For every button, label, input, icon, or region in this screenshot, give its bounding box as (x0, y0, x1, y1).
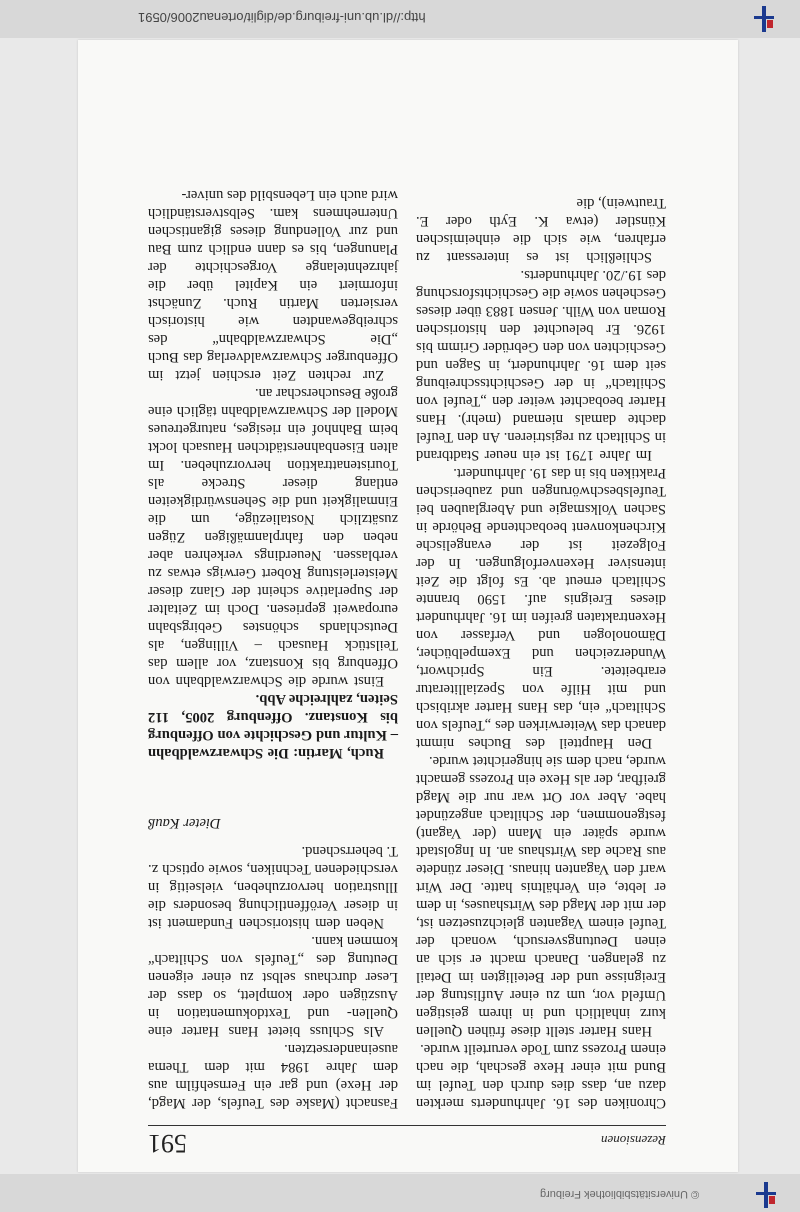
library-logo-icon (756, 1182, 776, 1208)
viewer-bottom-bar (0, 1174, 800, 1212)
left-column (416, 194, 666, 1112)
copyright-notice: © Universitätsbibliothek Freiburg (540, 1188, 700, 1200)
paragraph: Als Schluss bietet Hans Harter eine Quellen- und Textdokumentation in Auszügen oder komplett, so dass der Leser durchaus selbst zu einer eigenen Deutung des „Teufels von Schiltach“ kommen kann. (148, 933, 398, 1039)
paragraph: Zur rechten Zeit erschien jetzt im Offenburger Schwarzwaldverlag das Buch „Die Schwarzwaldbahn“ des schreibgewandten wie historisch versierten Martin Ruch. Zunächst informiert ein Kapitel über die jahrzehntelange Vorgeschichte der Planungen, bis es dann endlich zum Bau und zur Vollendung dieses gigantischen Unternehmens kam. Selbstverständlich wird auch ein Lebensbild des univer- (148, 187, 398, 383)
viewer-top-bar (0, 0, 800, 38)
paragraph: Hans Harter stellt diese frühen Quellen kurz inhaltlich und in ihrem geistigen Umfeld vor, um zu einer Auflistung der Ereignisse und der Beteiligten im Detail zu gelangen. Danach macht er sich an einen Deutungsversuch, wonach der Teufel einem Vaganten gleichzusetzen ist, der mit der Magd des Wirtshauses, in dem er lebte, ein Verhältnis hatte. Der Wirt warf den Vaganten hinaus. Dieser zündete aus Rache das Wirtshaus an. In Ingolstadt wurde später ein Mann (der Vagant) festgenommen, der Schiltach angezündet habe. Aber vor Ort war nur die Magd greifbar, der als Hexe ein Prozess gemacht wurde, nach dem sie hingerichtet wurde. (416, 753, 666, 1039)
book-title: Ruch, Martin: Die Schwarzwaldbahn – Kultur und Geschichte von Offenburg bis Konstanz. Offenburg 2005, 112 Seiten, zahlreiche Abb. (148, 691, 398, 761)
paragraph: Neben dem historischen Fundament ist in dieser Veröffentlichung besonders die Illustration hervorzuheben, vielseitig in verschiedenen Techniken, sowie optisch z. T. beherrschend. (148, 843, 398, 931)
page-header (148, 1125, 666, 1158)
review-signature: Dieter Kauß (148, 815, 221, 831)
scanned-page (78, 40, 738, 1172)
paragraph: Einst wurde die Schwarzwaldbahn von Offenburg bis Konstanz, vor allem das Teilstück Hausach – Villingen, als Deutschlands schönstes Gebirgsbahn europaweit gepriesen. Doch im Zeitalter der Superlative scheint der Glanz dieser Meisterleistung Robert Gerwigs etwas zu verblassen. Neuerdings verkehren aber neben den fahrplanmäßigen Zügen zusätzlich Nostaliezüge, um die Einmaligkeit und die Sehenswürdigkeiten entlang dieser Strecke als Touristenattraktion hervorzuheben. Im alten Eisenbahnerstädtchen Hausach lockt beim Bahnhof ein riesiges, naturgetreues Modell der Schwarzwaldbahn täglich eine große Besucherschar an. (148, 385, 398, 689)
paragraph: Im Jahre 1791 ist ein neuer Stadtbrand in Schiltach zu registrieren. An den Teufel dachte damals niemand (mehr). Hans Harter beobachtet weiter den „Teufel von Schiltach“ in der Geschichtsschreibung seit dem 16. Jahrhundert, in Sagen und Geschichten von den Gebrüder Grimm bis 1926. Er beleuchtet den historischen Roman von Wilh. Jensen 1883 über dieses Geschehen sowie die Geschichtsforschung des 19./20. Jahrhunderts. (416, 267, 666, 463)
paragraph: Schließlich ist es interessant zu erfahren, wie sich die einheimischen Künstler (etwa K. Eyth oder E. Trautwein), die (416, 195, 666, 265)
paragraph: Den Hauptteil des Buches nimmt danach das Weiterwirken des „Teufels von Schiltach“ ein, das Hans Harter akribisch und mit Hilfe von Spezialliteratur erarbeitete. Ein Sprichwort, Wunderzeichen und Exempelbücher, Dämonologen und Verfasser von Hexentraktaten greifen im 16. Jahrhundert dieses Ereignis auf. 1590 brannte Schiltach erneut ab. Es folgt die Zeit intensiver Hexenverfolgungen. In der Folgezeit ist der evangelische Kirchenkonvent beobachtende Behörde in Sachen Volksmagie und Aberglauben bei Teufelsbeschwörungen und zauberischen Praktiken bis in das 19. Jahrhundert. (416, 465, 666, 751)
library-logo-icon (754, 6, 774, 32)
page-content (78, 40, 738, 1172)
source-url[interactable]: http://dl.ub.uni-freiburg.de/diglit/ortenau2006/0591 (138, 10, 426, 25)
right-column (148, 186, 398, 1112)
paragraph: Chroniken des 16. Jahrhunderts merkten dazu an, dass dies durch den Teufel im Bund mit einer Hexe geschah, die nach einem Prozess zum Tode verurteilt wurde. (416, 1041, 666, 1111)
section-title: Rezensionen (601, 1133, 666, 1148)
paragraph: Fasnacht (Maske des Teufels, der Magd, der Hexe) und gar ein Fernsehfilm aus dem Jahre 1984 mit dem Thema auseinandersetzten. (148, 1041, 398, 1111)
page-number: 591 (148, 1129, 187, 1158)
